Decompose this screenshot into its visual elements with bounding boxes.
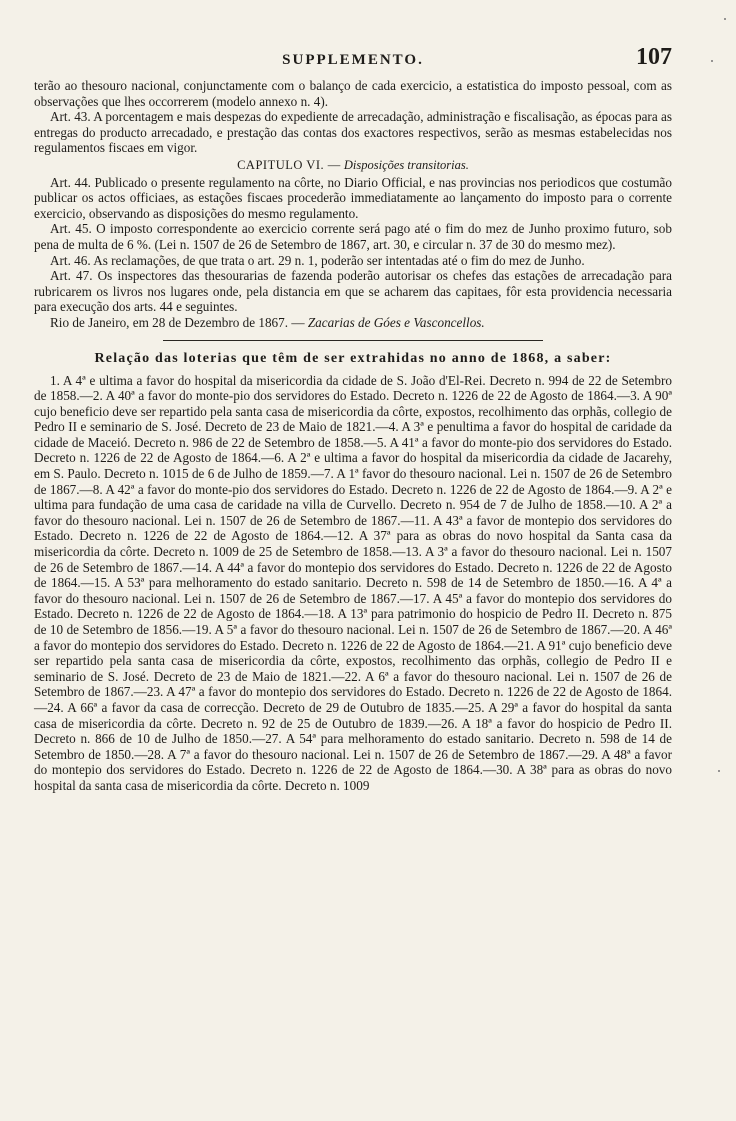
body-text — [34, 78, 672, 331]
section-title: Relação das loterias que têm de ser extrahidas no anno de 1868, a saber: — [94, 350, 612, 366]
signature-signer: Zacarias de Góes e Vasconcellos. — [307, 314, 485, 330]
paper-speck — [718, 770, 720, 772]
chapter-heading — [34, 158, 672, 174]
page-number: 107 — [636, 44, 672, 70]
lottery-list: 1. A 4ª e ultima a favor do hospital da misericordia da cidade de S. João d'El-Rei. Decreto n. 994 de 22 de Setembro de 1858.—2. A 40ª a favor do monte-pio dos servidores do Estado. Decreto n. 1226 de 22 de Agosto de 1864.—3. A 90ª cujo beneficio deve ser repartido pela santa casa de misericordia da côrte, expostos, recolhimento das orphãs, collegio de Pedro II e seminario de S. José. Decreto de 23 de Maio de 1821.—4. A 3ª e penultima a favor do hospital de caridade da cidade de Maceió. Decreto n. 986 de 22 de Setembro de 1858.—5. A 41ª a favor do monte-pio dos servidores do Estado. Decreto n. 1226 de 22 de Agosto de 1864.—6. A 2ª e ultima a favor do hospital da misericordia da cidade de Jacarehy, em S. Paulo. Decreto n. 1015 de 6 de Julho de 1859.—7. A 1ª favor do thesouro nacional. Lei n. 1507 de 26 de Setembro de 1867.—8. A 42ª a favor do monte-pio dos servidores do Estado. Decreto n. 1226 de 22 de Agosto de 1864.—9. A 2ª e ultima para fundação de uma casa de caridade na villa de Curvello. Decreto n. 954 de 7 de Julho de 1858.—10. A 2ª a favor do thesouro nacional. Lei n. 1507 de 26 de Setembro de 1867.—11. A 43ª a favor de montepio dos servidores do Estado. Decreto n. 1226 de 22 de Agosto de 1864.—12. A 37ª para as obras do novo hospital da Santa casa da misericordia da côrte. Decreto n. 1009 de 25 de Setembro de 1858.—13. A 3ª a favor do thesouro nacional. Lei n. 1507 de 26 de Setembro de 1867.—14. A 44ª a favor do montepio dos servidores do Estado. Decreto n. 1226 de 22 de Agosto de 1864.—15. A 53ª para melhoramento do estado sanitario. Decreto n. 598 de 14 de Setembro de 1850.—16. A 4ª a favor do thesouro nacional. Lei n. 1507 de 26 de Setembro de 1867.—17. A 45ª a favor do montepio dos servidores do Estado. Decreto n. 1226 de 22 de Agosto de 1864.—18. A 13ª para patrimonio do hospicio de Pedro II. Decreto n. 875 de 10 de Setembro de 1856.—19. A 5ª a favor do thesouro nacional. Lei n. 1507 de 26 de Setembro de 1867.—20. A 46ª a favor do montepio dos servidores do Estado. Decreto n. 1226 de 22 de Agosto de 1864.—21. A 91ª cujo beneficio deve ser repartido pela santa casa de misericordia da côrte, expostos, recolhimento das orphãs, collegio de Pedro II e seminario de S. José. Decreto de 23 de Maio de 1821.—22. A 6ª a favor do thesouro nacional. Lei n. 1507 de 26 de Setembro de 1867.—23. A 47ª a favor do montepio dos servidores do Estado. Decreto n. 1226 de 22 de Agosto de 1864.—24. A 66ª a favor da casa de correcção. Decreto de 29 de Outubro de 1835.—25. A 29ª a favor do hospital da santa casa de misericordia da côrte. Decreto n. 92 de 25 de Outubro de 1839.—26. A 18ª a favor do hospicio de Pedro II. Decreto n. 866 de 10 de Julho de 1850.—27. A 54ª para melhoramento do estado sanitario. Decreto n. 598 de 14 de Setembro de 1850.—28. A 7ª a favor do thesouro nacional. Lei n. 1507 de 26 de Setembro de 1867.—29. A 48ª a favor do montepio dos servidores do Estado. Decreto n. 1226 de 22 de Agosto de 1864.—30. A 38ª para as obras do novo hospital da santa casa de misericordia da côrte. Decreto n. 1009 — [34, 372, 672, 793]
signature-line — [34, 315, 672, 331]
chapter-label: CAPITULO VI. — — [237, 157, 341, 172]
section-divider — [163, 340, 543, 341]
running-title: SUPPLEMENTO. — [282, 52, 424, 68]
article-44: Art. 44. Publicado o presente regulamento na côrte, no Diario Official, e nas provincias nos periodicos que costumão publicar os actos officiaes, as estações fiscaes procederão immediatamente ao lançamento do imposto para o corrente exercicio, observando as disposições do mesmo regulamento. — [34, 174, 672, 221]
article-46: Art. 46. As reclamações, de que trata o art. 29 n. 1, poderão ser intentadas até o fim do mez de Junho. — [50, 252, 585, 268]
paper-speck — [711, 60, 713, 62]
chapter-title: Disposições transitorias. — [343, 157, 469, 172]
article-43: Art. 43. A porcentagem e mais despezas do expediente de arrecadação, administração e fiscalisação, as épocas para as entregas do producto arrecadado, e prestação das contas dos exactores respectivos, serão as mesmas estabelecidas nos regulamentos fiscaes em vigor. — [34, 109, 672, 156]
paper-speck — [724, 18, 726, 20]
paragraph-continuation: terão ao thesouro nacional, conjunctamente com o balanço de cada exercicio, a estatistica do imposto pessoal, com as observações que lhes occorrerem (modelo annexo n. 4). — [34, 78, 672, 109]
article-45: Art. 45. O imposto correspondente ao exercicio corrente será pago até o fim do mez de Junho proximo futuro, sob pena de multa de 6 %. (Lei n. 1507 de 26 de Setembro de 1867, art. 30, e circular n. 37 de 30 do mesmo mez). — [34, 221, 672, 252]
article-47: Art. 47. Os inspectores das thesourarias de fazenda poderão autorisar os chefes das estações de arrecadação para rubricarem os livros nos lugares onde, pela distancia em que se acharem das capitaes, fôr esta providencia necessaria para execução dos arts. 44 e seguintes. — [34, 268, 672, 315]
running-head — [34, 44, 672, 78]
signature-place-date: Rio de Janeiro, em 28 de Dezembro de 1867. — — [50, 314, 305, 330]
